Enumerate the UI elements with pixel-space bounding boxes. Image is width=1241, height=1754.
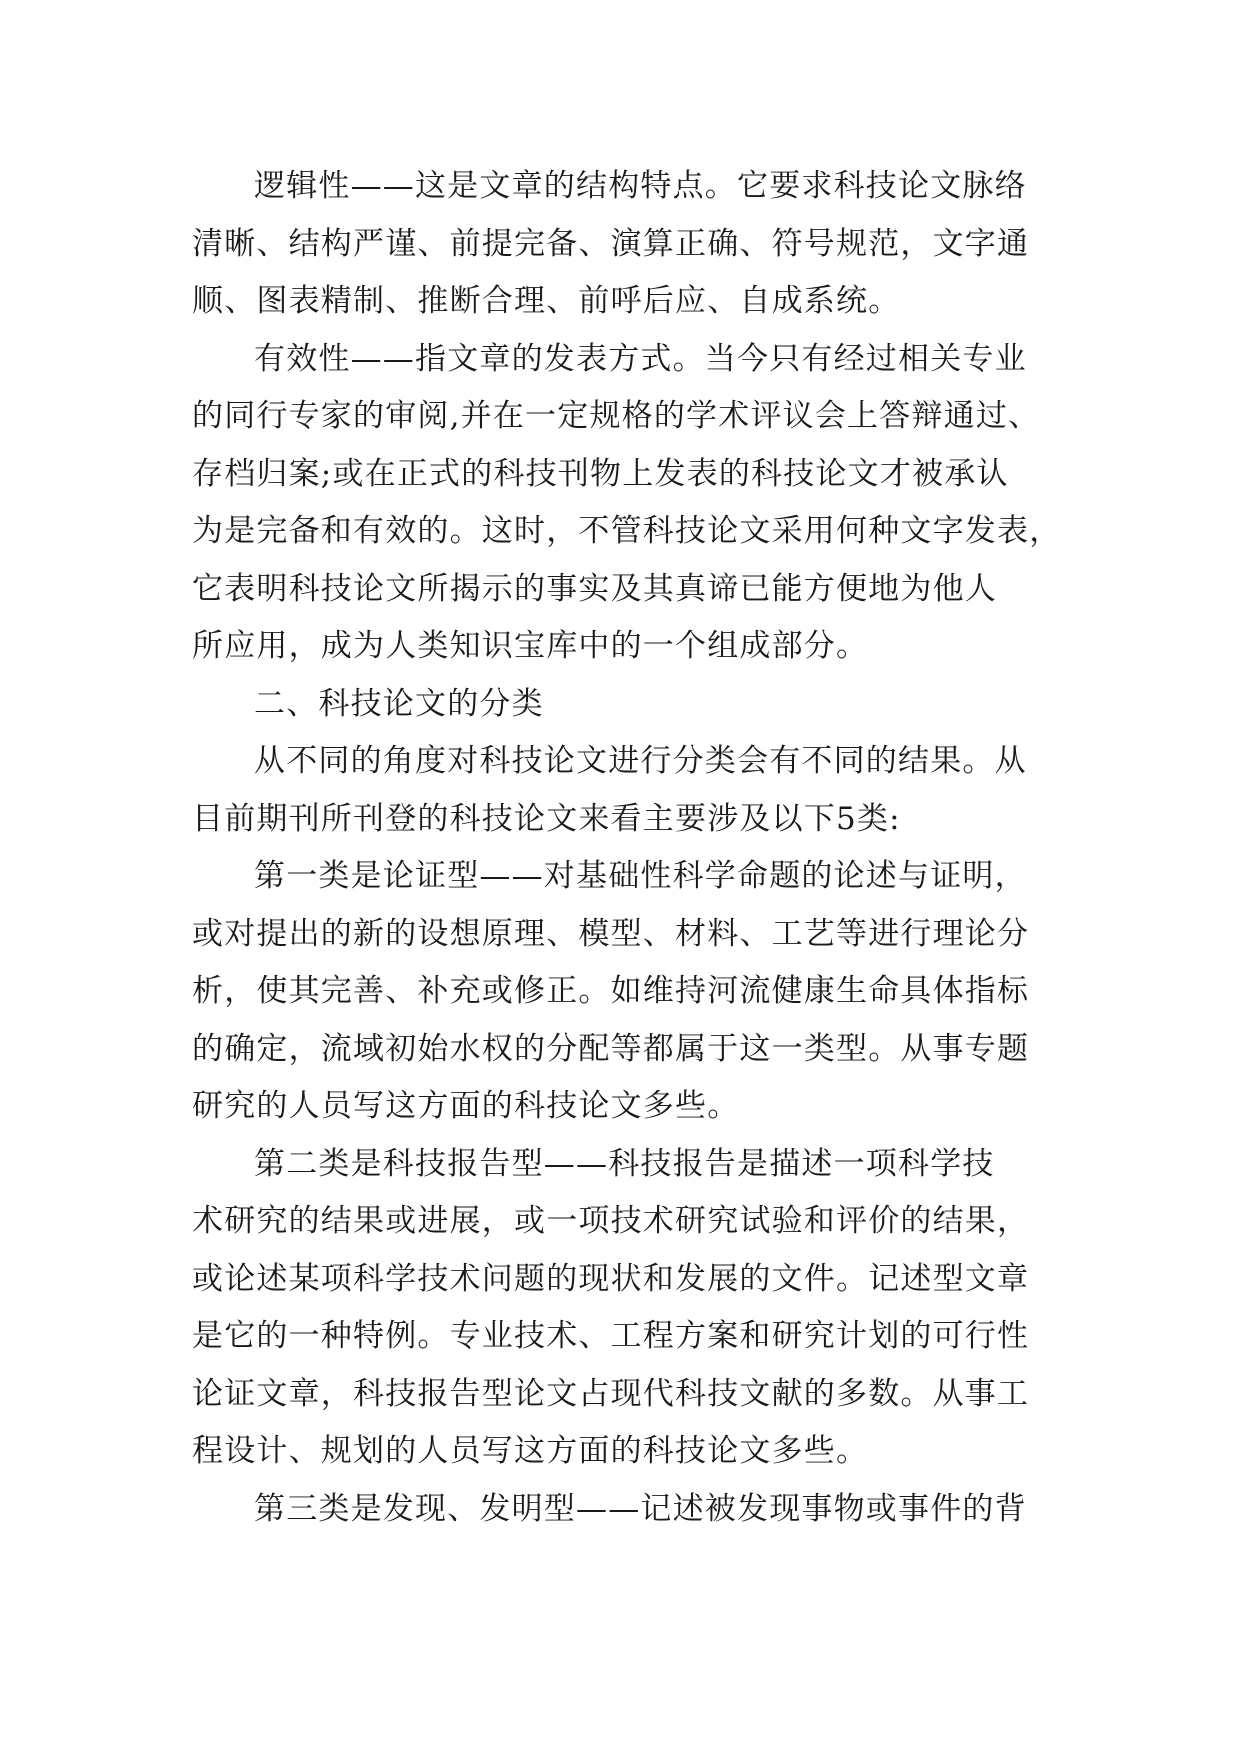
text-line: 论证文章，科技报告型论文占现代科技文献的多数。从事工 [192,1375,1030,1412]
text-line: 逻辑性——这是文章的结构特点。它要求科技论文脉络 [254,168,1027,204]
text-line: 的确定，流域初始水权的分配等都属于这一类型。从事专题 [192,1030,1030,1067]
text-line: 研究的人员写这方面的科技论文多些。 [192,1088,740,1124]
text-line: 目前期刊所刊登的科技论文来看主要涉及以下5类: [192,800,901,837]
text-line: 术研究的结果或进展，或一项技术研究试验和评价的结果， [192,1203,1030,1239]
body-text [192,158,1062,1538]
text-line: 从不同的角度对科技论文进行分类会有不同的结果。从 [254,743,1027,779]
text-line: 有效性——指文章的发表方式。当今只有经过相关专业 [254,340,1027,377]
text-line: 清晰、结构严谨、前提完备、演算正确、符号规范，文字通 [192,225,1030,262]
text-line: 的同行专家的审阅,并在一定规格的学术评议会上答辩通过、 [192,398,1041,434]
text-line: 第一类是论证型——对基础性科学命题的论述与证明， [254,858,1027,894]
text-line: 第三类是发现、发明型——记述被发现事物或事件的背 [254,1490,1027,1527]
text-line: 是它的一种特例。专业技术、工程方案和研究计划的可行性 [192,1318,1030,1354]
text-line: 顺、图表精制、推断合理、前呼后应、自成系统。 [192,283,901,319]
text-line: 所应用，成为人类知识宝库中的一个组成部分。 [192,628,869,664]
text-line: 析，使其完善、补充或修正。如维持河流健康生命具体指标 [192,973,1030,1009]
text-line: 存档归案;或在正式的科技刊物上发表的科技论文才被承认 [192,455,1009,492]
text-line: 程设计、规划的人员写这方面的科技论文多些。 [192,1433,869,1469]
text-line: 或对提出的新的设想原理、模型、材料、工艺等进行理论分 [192,915,1030,952]
text-line: 为是完备和有效的。这时，不管科技论文采用何种文字发表， [192,513,1062,549]
section-heading: 二、科技论文的分类 [254,685,544,722]
text-line: 第二类是科技报告型——科技报告是描述一项科学技 [254,1145,995,1182]
text-line: 或论述某项科学技术问题的现状和发展的文件。记述型文章 [192,1260,1030,1297]
text-line: 它表明科技论文所揭示的事实及其真谛已能方便地为他人 [192,570,997,607]
